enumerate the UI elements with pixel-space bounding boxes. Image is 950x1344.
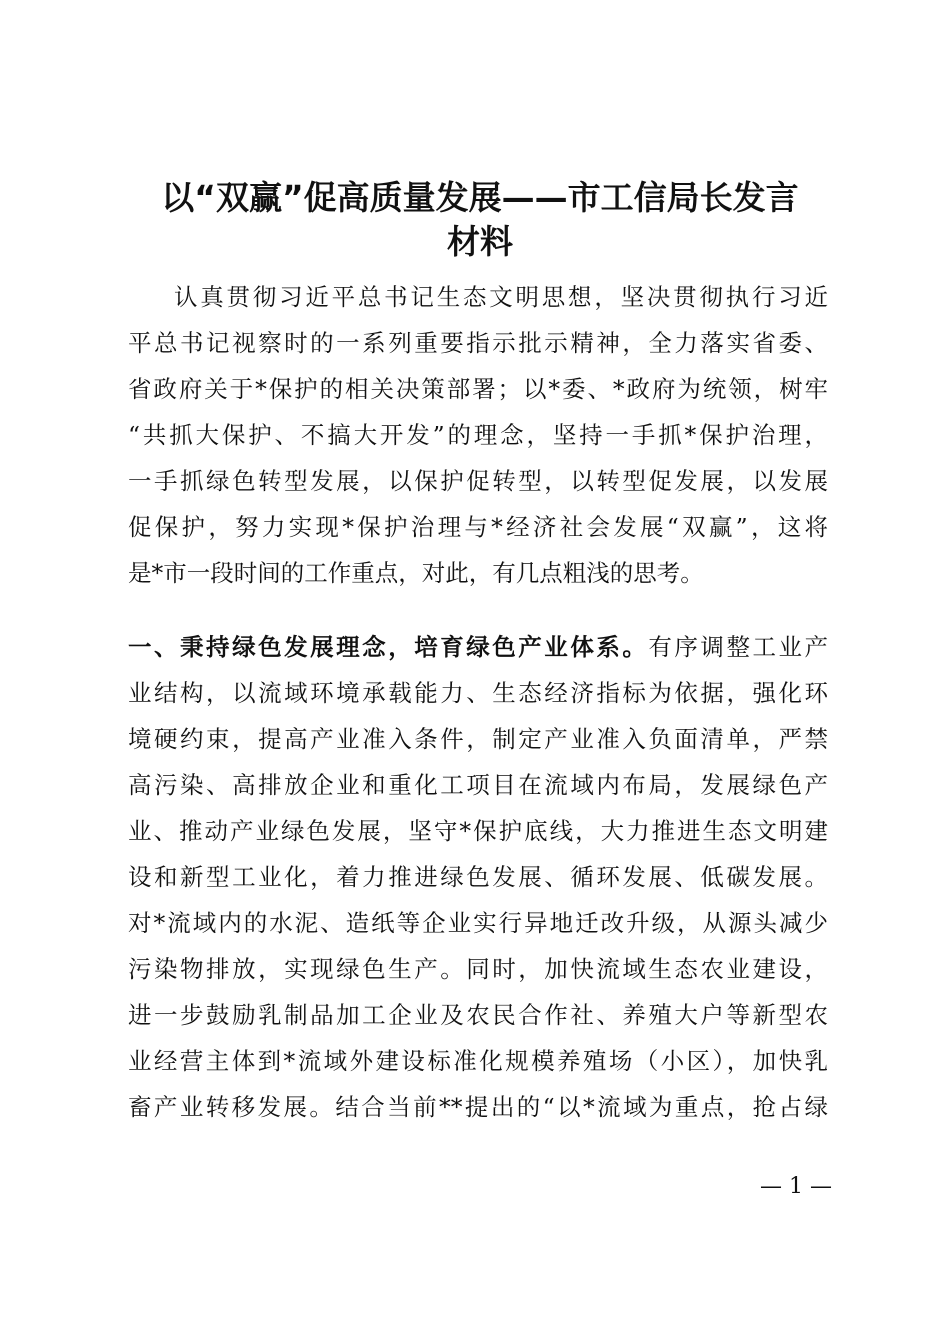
- document-title-line-2: 材料: [447, 222, 513, 261]
- document-title-line-1: 以“双赢”促高质量发展——市工信局长发言: [161, 178, 799, 217]
- intro-line: 认真贯彻习近平总书记生态文明思想，坚决贯彻执行习近: [174, 283, 828, 311]
- section-1-line: 设和新型工业化，着力推进绿色发展、循环发展、低碳发展。: [128, 863, 828, 891]
- section-1-line: 高污染、高排放企业和重化工项目在流域内布局，发展绿色产: [128, 771, 828, 799]
- intro-line: 省政府关于*保护的相关决策部署；以*委、*政府为统领，树牢: [128, 375, 828, 403]
- section-1-line: 畜产业转移发展。结合当前**提出的“以*流域为重点，抢占绿: [128, 1093, 828, 1121]
- section-1-line: 境硬约束，提高产业准入条件，制定产业准入负面清单，严禁: [128, 725, 828, 753]
- section-1-line: 污染物排放，实现绿色生产。同时，加快流域生态农业建设，: [128, 955, 828, 983]
- section-1-line: 对*流域内的水泥、造纸等企业实行异地迁改升级，从源头减少: [128, 909, 828, 937]
- section-1-first-line: [128, 624, 828, 670]
- intro-line: 是*市一段时间的工作重点，对此，有几点粗浅的思考。: [128, 559, 704, 587]
- page-number: — 1 —: [760, 1174, 832, 1199]
- section-1-first-line-text: 有序调整工业产: [648, 633, 829, 661]
- section-1-line: 业经营主体到*流域外建设标准化规模养殖场（小区），加快乳: [128, 1047, 828, 1075]
- intro-line: 促保护，努力实现*保护治理与*经济社会发展“双赢”，这将: [128, 513, 828, 541]
- intro-line: 一手抓绿色转型发展，以保护促转型，以转型促发展，以发展: [128, 467, 828, 495]
- section-1-line: 业、推动产业绿色发展，坚守*保护底线，大力推进生态文明建: [128, 817, 828, 845]
- section-1-heading: 一、秉持绿色发展理念，培育绿色产业体系。: [128, 633, 649, 661]
- section-1-line: 业结构，以流域环境承载能力、生态经济指标为依据，强化环: [128, 679, 828, 707]
- section-1-line: 进一步鼓励乳制品加工企业及农民合作社、养殖大户等新型农: [128, 1001, 828, 1029]
- intro-line: 平总书记视察时的一系列重要指示批示精神，全力落实省委、: [128, 329, 828, 357]
- intro-line: “共抓大保护、不搞大开发”的理念，坚持一手抓*保护治理，: [128, 421, 828, 449]
